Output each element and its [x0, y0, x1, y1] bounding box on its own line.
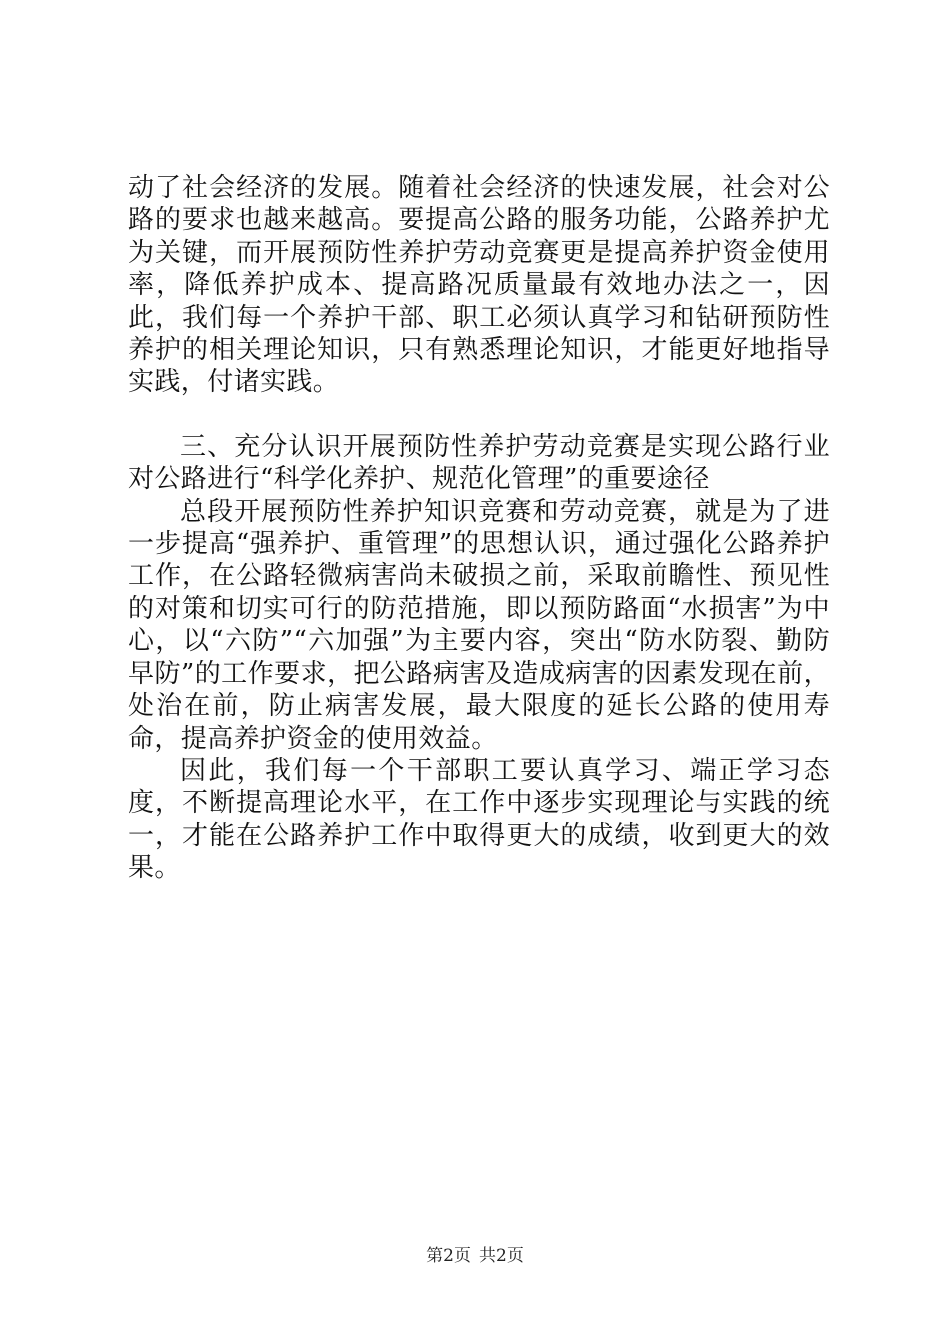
- document-body: [128, 172, 830, 885]
- page-number: 第2页: [426, 1246, 471, 1266]
- page-footer: [0, 1244, 950, 1268]
- paragraph-continuation: 动了社会经济的发展。随着社会经济的快速发展，社会对公路的要求也越来越高。要提高公路的服务功能，公路养护尤为关键，而开展预防性养护劳动竞赛更是提高养护资金使用率，降低养护成本、提高路况质量最有效地办法之一，因此，我们每一个养护干部、职工必须认真学习和钻研预防性养护的相关理论知识，只有熟悉理论知识，才能更好地指导实践，付诸实践。: [128, 173, 830, 398]
- page-total: 共2页: [479, 1246, 524, 1266]
- paragraph-conclusion: 因此，我们每一个干部职工要认真学习、端正学习态度，不断提高理论水平，在工作中逐步实现理论与实践的统一，才能在公路养护工作中取得更大的成绩，收到更大的效果。: [128, 755, 830, 884]
- section-heading: 三、充分认识开展预防性养护劳动竞赛是实现公路行业对公路进行“科学化养护、规范化管理”的重要途径: [128, 431, 830, 495]
- paragraph-body: 总段开展预防性养护知识竞赛和劳动竞赛，就是为了进一步提高“强养护、重管理”的思想认识，通过强化公路养护工作，在公路轻微病害尚未破损之前，采取前瞻性、预见性的对策和切实可行的防范措施，即以预防路面“水损害”为中心，以“六防”“六加强”为主要内容，突出“防水防裂、勤防早防”的工作要求，把公路病害及造成病害的因素发现在前，处治在前，防止病害发展，最大限度的延长公路的使用寿命，提高养护资金的使用效益。: [128, 496, 830, 754]
